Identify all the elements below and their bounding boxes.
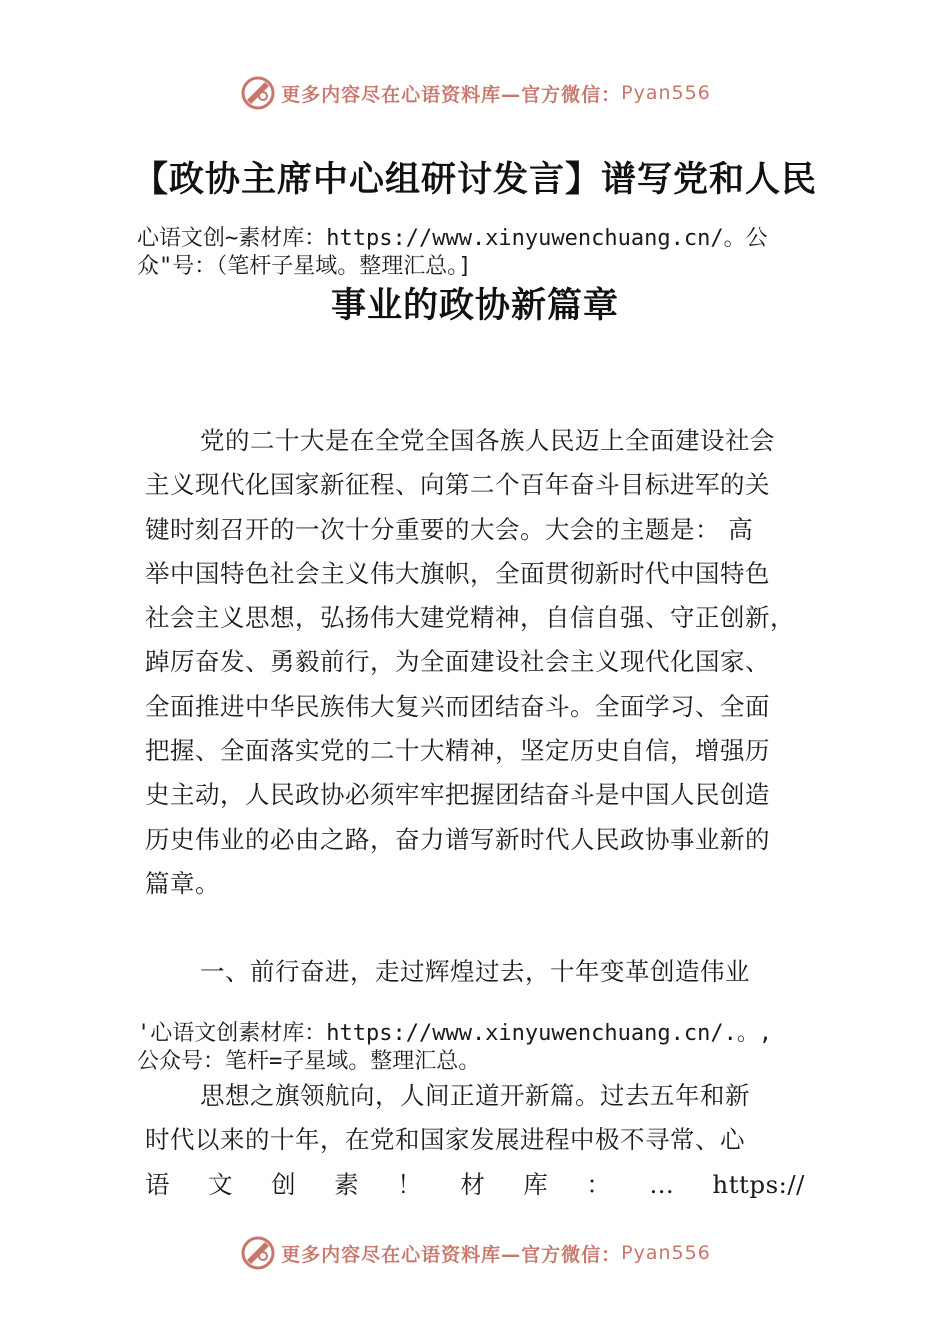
char: 素 xyxy=(334,1169,360,1199)
paragraph-line: 踔厉奋发、勇毅前行，为全面建设社会主义现代化国家、 xyxy=(145,647,770,677)
char: ！ xyxy=(397,1169,423,1199)
paragraph-line: 史主动，人民政协必须牢牢把握团结奋斗是中国人民创造 xyxy=(145,780,770,810)
banner-text: 更多内容尽在心语资料库—官方微信： xyxy=(281,1243,622,1266)
logo-icon xyxy=(239,1234,277,1272)
watermark-line: 公众号：笔杆=子星域。整理汇总。 xyxy=(137,1049,481,1074)
paragraph-1 xyxy=(145,419,835,906)
paragraph-2 xyxy=(145,1074,835,1207)
paragraph-line: 思想之旗领航向，人间正道开新篇。过去五年和新 xyxy=(200,1081,750,1110)
paragraph-line: 党的二十大是在全党全国各族人民迈上全面建设社会 xyxy=(200,426,775,455)
banner-wechat-id: Pyan556 xyxy=(621,82,711,104)
bottom-banner xyxy=(0,1233,950,1273)
section-heading-1: 一、前行奋进，走过辉煌过去，十年变革创造伟业 xyxy=(200,957,750,986)
top-banner xyxy=(0,73,950,113)
watermark-line: '心语文创素材库：https://www.xinyuwenchuang.cn/.。, xyxy=(137,1021,773,1046)
watermark-line: 众"号：（笔杆子星域。整理汇总。] xyxy=(137,254,472,279)
char: 文 xyxy=(208,1169,234,1199)
char: 创 xyxy=(271,1169,297,1199)
char: … xyxy=(649,1169,675,1199)
char: 语 xyxy=(145,1169,170,1199)
paragraph-line: 社会主义思想，弘扬伟大建党精神，自信自强、守正创新， xyxy=(145,603,795,633)
link-text: https:// xyxy=(712,1169,805,1199)
paragraph-line: 主义现代化国家新征程、向第二个百年奋斗目标进军的关 xyxy=(145,470,770,500)
banner-text: 更多内容尽在心语资料库—官方微信： xyxy=(281,83,622,106)
document-title-line1: 【政协主席中心组研讨发言】谱写党和人民 xyxy=(132,159,817,200)
paragraph-line-spread xyxy=(145,1163,805,1207)
paragraph-line: 时代以来的十年，在党和国家发展进程中极不寻常、心 xyxy=(145,1125,745,1155)
paragraph-line: 举中国特色社会主义伟大旗帜，全面贯彻新时代中国特色 xyxy=(145,558,770,588)
paragraph-line: 全面推进中华民族伟大复兴而团结奋斗。全面学习、全面 xyxy=(145,691,770,721)
watermark-block-2 xyxy=(137,1020,837,1076)
paragraph-line: 键时刻召开的一次十分重要的大会。大会的主题是： 高 xyxy=(145,514,754,544)
paragraph-line: 把握、全面落实党的二十大精神，坚定历史自信，增强历 xyxy=(145,736,770,766)
char: 库 xyxy=(523,1169,549,1199)
paragraph-line: 篇章。 xyxy=(145,868,220,898)
banner-wechat-id: Pyan556 xyxy=(621,1242,711,1264)
paragraph-line: 历史伟业的必由之路，奋力谱写新时代人民政协事业新的 xyxy=(145,824,770,854)
watermark-line: 心语文创~素材库：https://www.xinyuwenchuang.cn/。公 xyxy=(137,226,768,251)
watermark-block-1 xyxy=(137,225,837,281)
char: 材 xyxy=(460,1169,486,1199)
char: ： xyxy=(586,1169,612,1199)
logo-icon xyxy=(239,74,277,112)
document-title-line2: 事业的政协新篇章 xyxy=(330,285,619,326)
